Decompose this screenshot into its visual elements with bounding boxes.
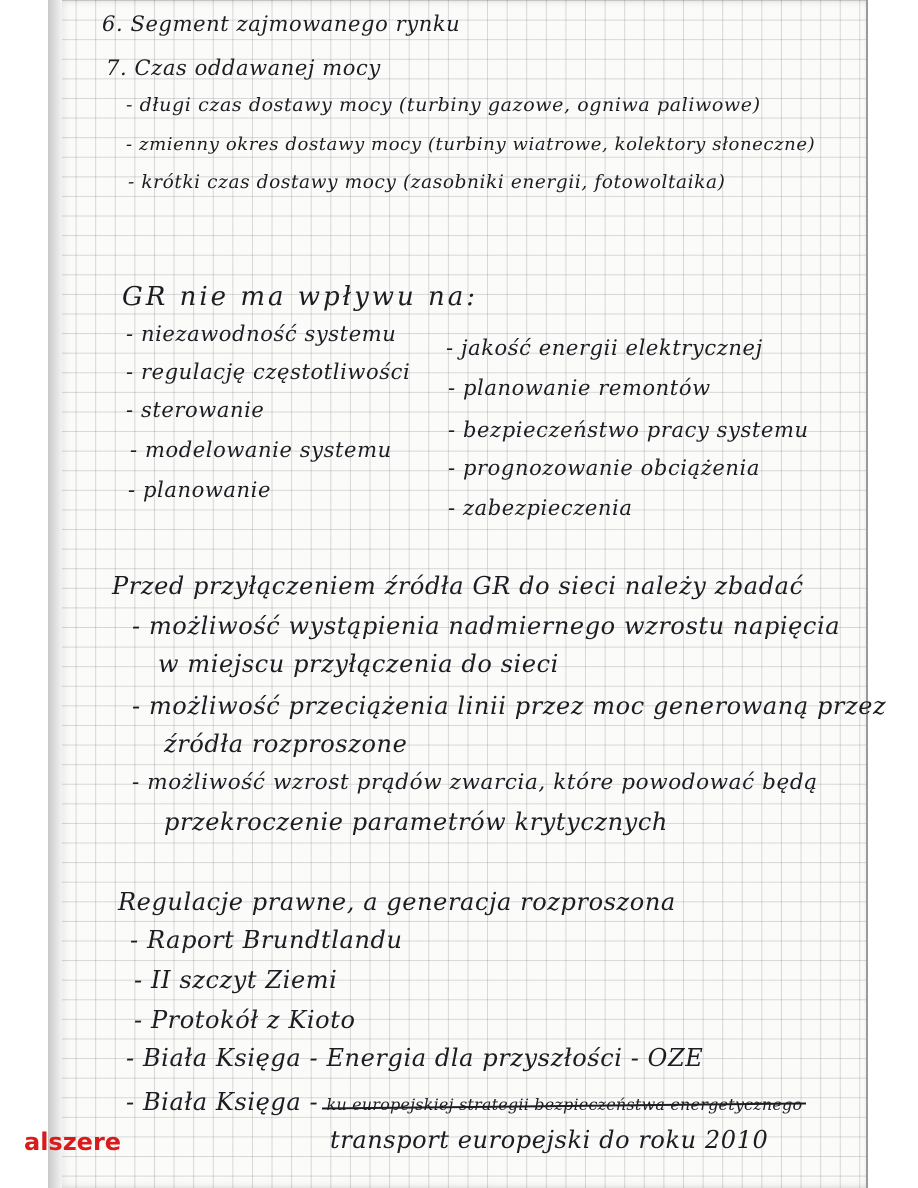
- przed-item: - możliwość wystąpienia nadmiernego wzrostu napięcia: [132, 612, 841, 640]
- note-line-3: - długi czas dostawy mocy (turbiny gazowe, ogniwa paliwowe): [126, 94, 761, 116]
- gr-heading: GR nie ma wpływu na:: [122, 282, 479, 312]
- scan-margin-left: [0, 0, 48, 1188]
- gr-right-item: - zabezpieczenia: [448, 496, 633, 520]
- gr-right-item: - jakość energii elektrycznej: [446, 336, 763, 360]
- watermark-logo: alszere: [24, 1128, 122, 1156]
- reg-item-label: - Biała Księga -: [126, 1088, 319, 1116]
- note-line-5: - krótki czas dostawy mocy (zasobniki energii, fotowoltaika): [128, 172, 726, 193]
- przed-item: - możliwość wzrost prądów zwarcia, które powodować będą: [132, 770, 818, 795]
- gr-left-item: - niezawodność systemu: [126, 322, 397, 346]
- struck-text-label: ku europejskiej strategii bezpieczeństwa energetycznego: [326, 1095, 803, 1114]
- przed-item-cont: przekroczenie parametrów krytycznych: [164, 808, 668, 836]
- reg-item: - Biała Księga - Energia dla przyszłości - OZE: [126, 1044, 704, 1072]
- gr-right-item: - planowanie remontów: [448, 376, 711, 400]
- page-binding-shadow: [48, 0, 62, 1188]
- note-line-4: - zmienny okres dostawy mocy (turbiny wiatrowe, kolektory słoneczne): [126, 134, 816, 155]
- note-line-2: 7. Czas oddawanej mocy: [106, 56, 381, 80]
- gr-left-item: - modelowanie systemu: [130, 438, 392, 462]
- reg-last-line: transport europejski do roku 2010: [330, 1126, 769, 1154]
- przed-heading: Przed przyłączeniem źródła GR do sieci należy zbadać: [112, 572, 804, 600]
- scan-margin-right: [866, 0, 918, 1188]
- reg-item: - II szczyt Ziemi: [134, 966, 338, 994]
- przed-item-cont: źródła rozproszone: [164, 730, 408, 758]
- gr-left-item: - regulację częstotliwości: [126, 360, 411, 384]
- gr-right-item: - bezpieczeństwo pracy systemu: [448, 418, 809, 442]
- note-line-1: 6. Segment zajmowanego rynku: [102, 12, 461, 36]
- gr-right-item: - prognozowanie obciążenia: [448, 456, 760, 480]
- reg-item: [126, 1088, 802, 1116]
- reg-heading: Regulacje prawne, a generacja rozproszona: [118, 888, 676, 916]
- gr-left-item: - planowanie: [128, 478, 271, 502]
- struck-text: [326, 1095, 802, 1114]
- reg-item: - Protokół z Kioto: [134, 1006, 356, 1034]
- przed-item-cont: w miejscu przyłączenia do sieci: [158, 650, 559, 678]
- przed-item: - możliwość przeciążenia linii przez moc generowaną przez: [132, 692, 887, 720]
- reg-item: - Raport Brundtlandu: [130, 926, 403, 954]
- gr-left-item: - sterowanie: [126, 398, 265, 422]
